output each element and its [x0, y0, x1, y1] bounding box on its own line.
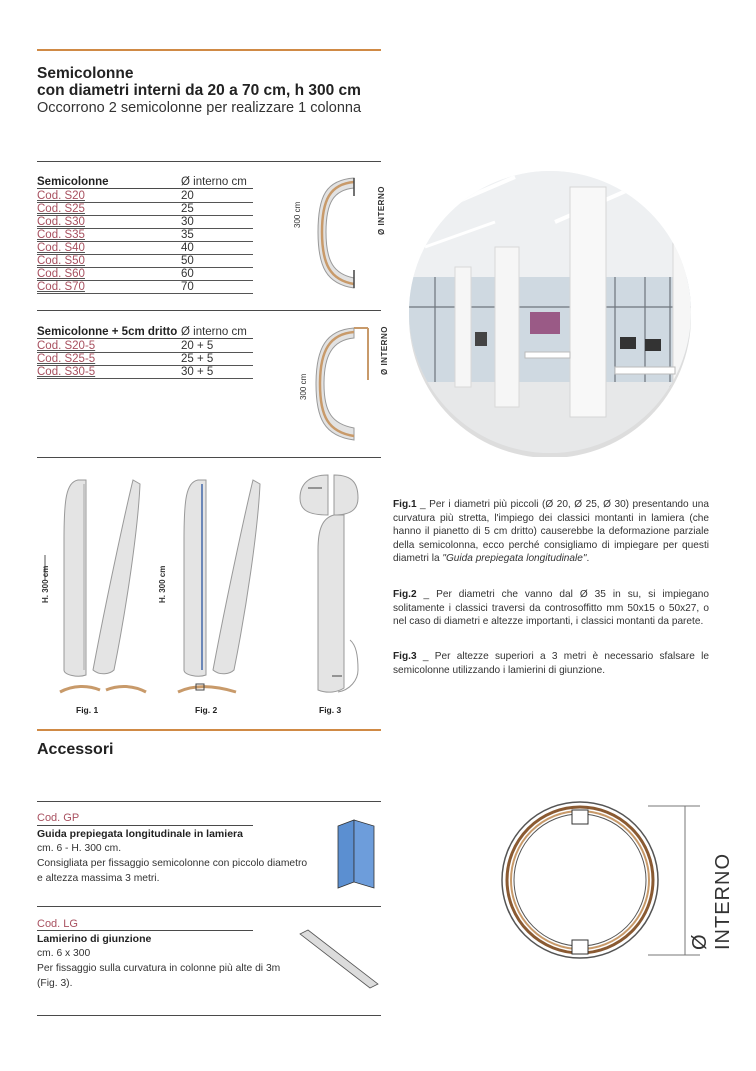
table2-diameter-value: 20 + 5 — [181, 340, 214, 352]
acc-lg-size: cm. 6 x 300 — [37, 948, 91, 959]
table-row — [37, 269, 253, 280]
table1-header-rule — [37, 188, 253, 189]
table-row — [37, 341, 253, 352]
row-rule — [37, 293, 253, 294]
table2-code-link[interactable]: Cod. S25-5 — [37, 353, 96, 365]
guide-rail-icon — [334, 816, 380, 890]
table1-diameter-value: 60 — [181, 268, 194, 280]
table2-diameter-value: 30 + 5 — [181, 366, 214, 378]
table-row — [37, 282, 253, 293]
table1-diameter-value: 40 — [181, 242, 194, 254]
table2-bottom-rule — [37, 457, 381, 458]
acc-lg-name: Lamierino di giunzione — [37, 933, 152, 945]
table2-code-link[interactable]: Cod. S20-5 — [37, 340, 96, 352]
fig1-label: Fig. 1 — [76, 705, 99, 715]
note-fig2 — [393, 588, 709, 629]
table-row — [37, 354, 253, 365]
diameter-label-2: Ø INTERNO — [380, 326, 389, 375]
accessori-title: Accessori — [37, 741, 114, 758]
acc-lg-code: Cod. LG — [37, 918, 78, 930]
installation-figures — [38, 470, 378, 700]
diameter-label: Ø INTERNO — [377, 186, 386, 235]
table1-code-link[interactable]: Cod. S20 — [37, 190, 85, 202]
note-fig2-label: Fig.2 — [393, 589, 417, 600]
table-row — [37, 230, 253, 241]
table-row — [37, 367, 253, 378]
semicolumn-profile-drawing — [296, 166, 386, 296]
acc-gp-desc1: Consigliata per fissaggio semicolonne con piccolo diametro — [37, 858, 308, 869]
header-rule — [37, 49, 381, 51]
table1-code-link[interactable]: Cod. S25 — [37, 203, 85, 215]
table1-code-link[interactable]: Cod. S30 — [37, 216, 85, 228]
table-row — [37, 217, 253, 228]
table2-code-link[interactable]: Cod. S30-5 — [37, 366, 96, 378]
table1-diameter-value: 35 — [181, 229, 194, 241]
table-row — [37, 204, 253, 215]
joint-plate-icon — [296, 926, 382, 992]
page-subtitle: Occorrono 2 semicolonne per realizzare 1 colonna — [37, 100, 362, 116]
acc-lg-desc2: (Fig. 3). — [37, 978, 73, 989]
table-row — [37, 191, 253, 202]
acc-lg-code-rule — [37, 930, 253, 931]
note-fig3 — [393, 650, 709, 677]
note-fig3-label: Fig.3 — [393, 651, 417, 662]
height-label-2: 300 cm — [299, 373, 308, 400]
fig3-label: Fig. 3 — [319, 705, 342, 715]
height-label: 300 cm — [293, 201, 302, 228]
table-row — [37, 256, 253, 267]
table1-code-link[interactable]: Cod. S40 — [37, 242, 85, 254]
note-fig3-text: _ Per altezze superiori a 3 metri è necessario sfalsare le semicolonne utilizzando i lamierini di giunzione. — [393, 651, 709, 676]
table1-code-link[interactable]: Cod. S60 — [37, 268, 85, 280]
acc-top-rule — [37, 801, 381, 802]
table2-header-code: Semicolonne + 5cm dritto — [37, 326, 178, 338]
note-fig1 — [393, 498, 709, 566]
fig2-height-label: H. 300 cm — [158, 565, 167, 603]
acc-gp-code: Cod. GP — [37, 812, 80, 824]
accessori-rule — [37, 729, 381, 731]
note-fig1-tail: . — [586, 553, 590, 565]
page-title: Semicolonne — [37, 65, 134, 82]
note-fig1-label: Fig.1 — [393, 499, 417, 510]
table-row — [37, 243, 253, 254]
table2-header-diameter: Ø interno cm — [181, 326, 247, 338]
table1-code-link[interactable]: Cod. S70 — [37, 281, 85, 293]
note-fig1-text: _ Per i diametri più piccoli (Ø 20, Ø 25, Ø 30) presentando una curvatura più stretta, l'impiego dei classici montanti in lamiera (che hanno il pianetto di 5 cm dritto) causerebbe la deformazione parziale della semicolonna, ecco perché consigliamo di impiegare per questi diametri la — [393, 499, 709, 565]
fig2-label: Fig. 2 — [195, 705, 218, 715]
acc-bottom-rule — [37, 1015, 381, 1016]
note-fig2-text: _ Per diametri che vanno dal Ø 35 in su, si impiegano solitamente i classici traversi da controsoffitto mm 50x15 o 50x27, o nel caso di diametri e altezze importanti, i classici montanti da parete. — [393, 589, 709, 628]
acc-gp-size: cm. 6 - H. 300 cm. — [37, 843, 122, 854]
semicolumn-straight-profile-drawing — [296, 318, 386, 448]
table1-top-rule — [37, 161, 381, 162]
acc-gp-name: Guida prepiegata longitudinale in lamiera — [37, 828, 243, 840]
table1-diameter-value: 20 — [181, 190, 194, 202]
table1-bottom-rule — [37, 310, 381, 311]
table1-code-link[interactable]: Cod. S35 — [37, 229, 85, 241]
acc-gp-desc2: e altezza massima 3 metri. — [37, 873, 160, 884]
table1-diameter-value: 50 — [181, 255, 194, 267]
table1-diameter-value: 70 — [181, 281, 194, 293]
table1-header-diameter: Ø interno cm — [181, 176, 247, 188]
note-fig1-italic: "Guida prepiegata longitudinale" — [442, 553, 587, 565]
table1-diameter-value: 25 — [181, 203, 194, 215]
acc-mid-rule — [37, 906, 381, 907]
fig1-height-label: H. 300 cm — [41, 565, 50, 603]
table2-header-rule — [37, 338, 253, 339]
acc-gp-code-rule — [37, 825, 253, 826]
table1-header-code: Semicolonne — [37, 176, 109, 188]
page-title-line2: con diametri interni da 20 a 70 cm, h 300 cm — [37, 82, 361, 99]
table1-diameter-value: 30 — [181, 216, 194, 228]
acc-lg-desc1: Per fissaggio sulla curvatura in colonne più alte di 3m — [37, 963, 281, 974]
table1-code-link[interactable]: Cod. S50 — [37, 255, 85, 267]
row-rule — [37, 378, 253, 379]
big-diameter-label: Ø INTERNO — [689, 853, 734, 950]
table2-diameter-value: 25 + 5 — [181, 353, 214, 365]
office-photo — [405, 167, 695, 457]
